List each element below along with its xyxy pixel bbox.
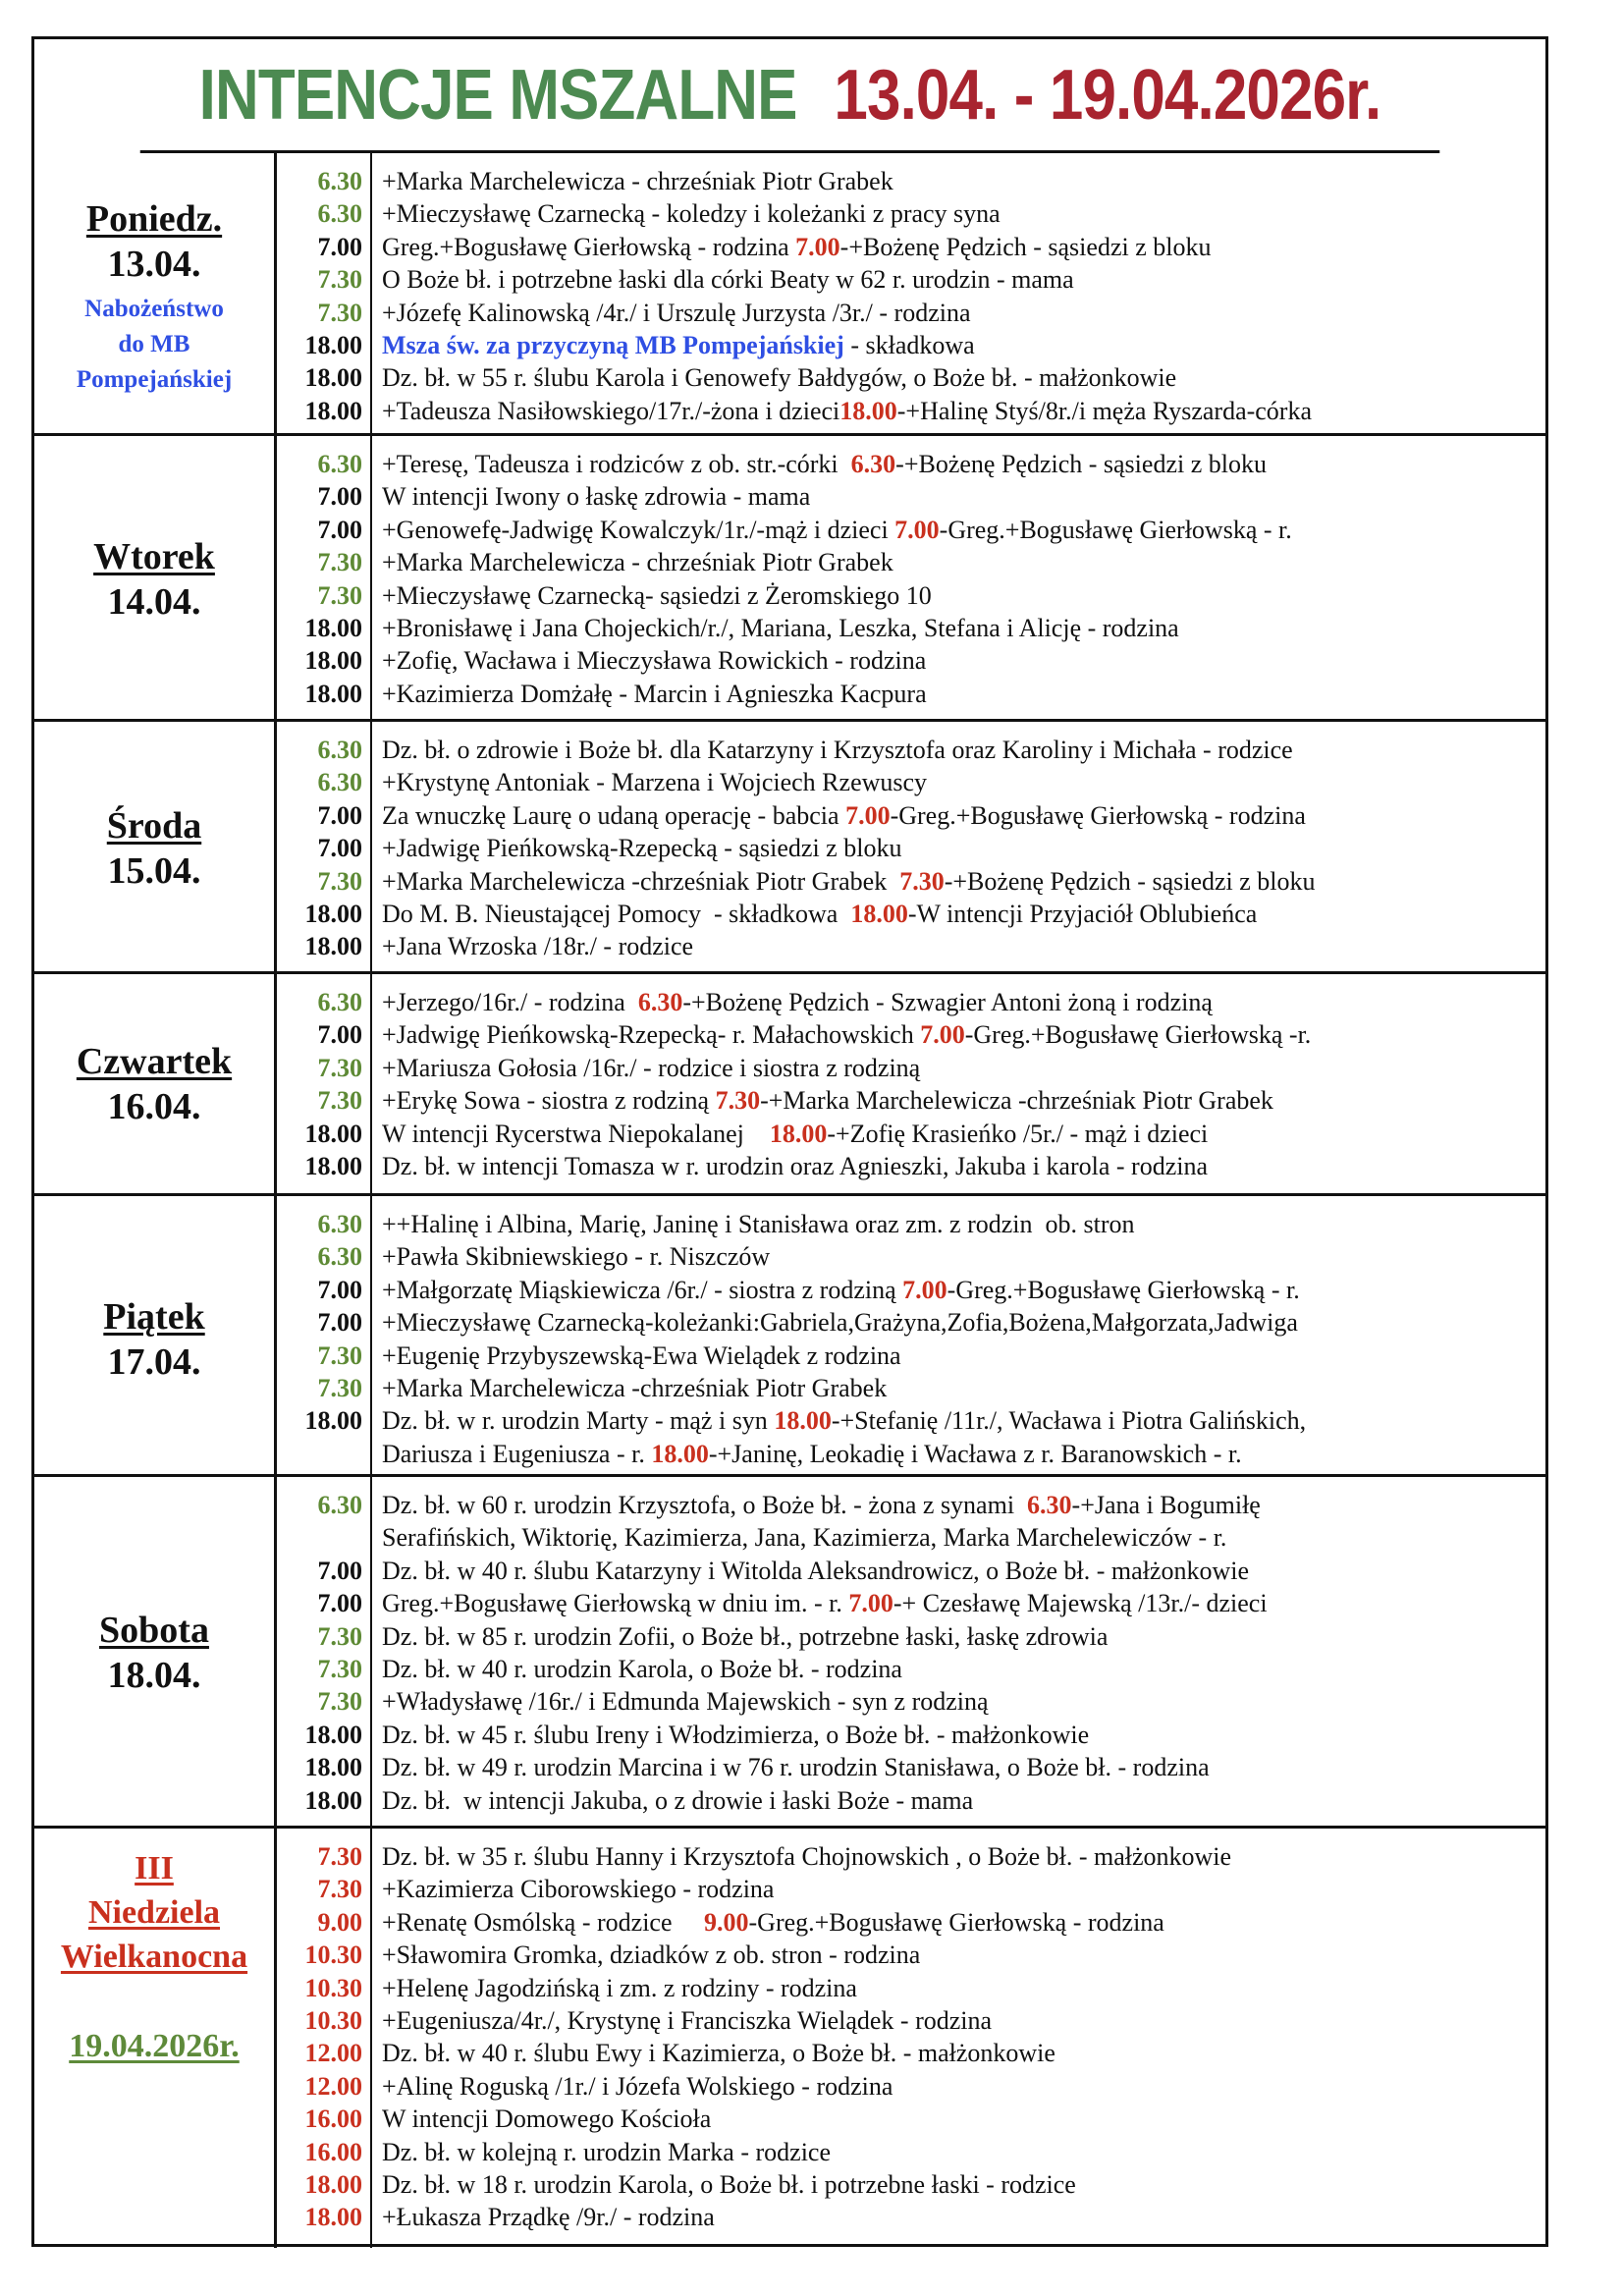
intention-text: Greg.+Bogusławę Gierłowską - rodzina <box>382 232 796 261</box>
day-note: Pompejańskiej <box>76 365 233 393</box>
day-name: Sobota <box>99 1609 209 1651</box>
mass-times-column <box>277 1829 372 2248</box>
mass-times-column <box>277 436 372 724</box>
intention-entry <box>382 612 1545 644</box>
intention-entry <box>382 1685 1545 1718</box>
mass-time: 7.30 <box>317 1086 362 1116</box>
mass-time: 6.30 <box>317 768 362 797</box>
intention-text: -+ Czesławę Majewską /13r./- dzieci <box>893 1589 1268 1618</box>
mass-time <box>277 1521 362 1554</box>
intention-entry <box>382 898 1545 930</box>
intention-entry <box>382 361 1545 394</box>
intention-text: -+Stefanię /11r./, Wacława i Piotra Galińskich, <box>831 1406 1307 1436</box>
intention-text: -Greg.+Bogusławę Gierłowską -r. <box>964 1020 1312 1050</box>
mass-time: 7.00 <box>317 515 362 544</box>
intention-text: +Jadwigę Pieńkowską-Rzepecką - sąsiedzi z bloku <box>382 834 902 863</box>
intention-entry <box>382 546 1545 578</box>
intention-entry <box>382 678 1545 710</box>
intention-text: +Jana Wrzoska /18r./ - rodzice <box>382 932 694 961</box>
day-label <box>34 1829 277 2248</box>
mass-time: 7.30 <box>317 1654 362 1683</box>
intention-entry <box>382 1751 1545 1783</box>
intention-text: Dz. bł. w 45 r. ślubu Ireny i Włodzimierza, o Boże bł. - małżonkowie <box>382 1720 1090 1749</box>
extra-mass-time: 6.30 <box>1027 1491 1072 1519</box>
intention-text: +Mieczysławę Czarnecką-koleżanki:Gabriela,Grażyna,Zofia,Bożena,Małgorzata,Jadwiga <box>382 1308 1298 1338</box>
intention-entry <box>382 1719 1545 1751</box>
mass-time: 7.00 <box>317 232 362 261</box>
intention-text: -+Marka Marchelewicza -chrześniak Piotr Grabek <box>760 1086 1273 1116</box>
intention-text: Dz. bł. o zdrowie i Boże bł. dla Katarzyny i Krzysztofa oraz Karoliny i Michała - rodzice <box>382 736 1293 764</box>
sunday-date: 19.04.2026r. <box>69 2028 240 2064</box>
sunday-title-line: Wielkanocna <box>60 1939 248 1975</box>
intention-entry <box>382 1084 1545 1117</box>
mass-time: 9.00 <box>317 1907 362 1937</box>
intention-text: +Marka Marchelewicza -chrześniak Piotr Grabek <box>382 1373 888 1402</box>
intention-text: Dz. bł. w 49 r. urodzin Marcina i w 76 r. urodzin Stanisława, o Boże bł. - rodzina <box>382 1753 1210 1782</box>
intention-entry <box>382 197 1545 230</box>
intention-text: -Greg.+Bogusławę Gierłowską - r. <box>939 515 1292 544</box>
intention-text: +Mariusza Gołosia /16r./ - rodzice i siostra z rodziną <box>382 1053 921 1082</box>
mass-time: 12.00 <box>304 2039 362 2068</box>
extra-mass-time: 7.00 <box>795 232 840 261</box>
intention-text: W intencji Domowego Kościoła <box>382 2105 712 2134</box>
day-label <box>34 722 277 977</box>
intention-entry <box>382 2201 1545 2233</box>
day-name: Czwartek <box>76 1041 233 1083</box>
intention-text: +Kazimierza Ciborowskiego - rodzina <box>382 1875 775 1904</box>
intention-text: Dz. bł. w 40 r. ślubu Ewy i Kazimierza, o Boże bł. - małżonkowie <box>382 2039 1055 2068</box>
day-name: Piątek <box>103 1295 205 1338</box>
intention-text: +Małgorzatę Miąskiewicza /6r./ - siostra z rodziną <box>382 1275 903 1304</box>
intention-text: Dz. bł. w intencji Jakuba, o z drowie i łaski Boże - mama <box>382 1785 974 1815</box>
intention-entry <box>382 1240 1545 1273</box>
intention-entry <box>382 514 1545 546</box>
intention-entry <box>382 1208 1545 1240</box>
intention-text: +Tadeusza Nasiłowskiego/17r./-żona i dzieci <box>382 396 840 425</box>
intention-entry <box>382 2103 1545 2135</box>
intention-text: +Alinę Roguską /1r./ i Józefa Wolskiego - rodzina <box>382 2071 893 2101</box>
intention-entry <box>382 2168 1545 2201</box>
mass-times-column <box>277 153 372 441</box>
extra-mass-time: 9.00 <box>704 1907 749 1937</box>
intention-entry <box>382 1438 1545 1470</box>
mass-time: 7.30 <box>317 548 362 577</box>
intention-text: Serafińskich, Wiktorię, Kazimierza, Jana, Kazimierza, Marka Marchelewiczów - r. <box>382 1523 1227 1553</box>
intention-text: +Marka Marchelewicza - chrześniak Piotr Grabek <box>382 548 893 577</box>
day-row-wednesday <box>34 722 1545 974</box>
intention-text: Dz. bł. w r. urodzin Marty - mąż i syn <box>382 1406 775 1436</box>
intention-text: +Helenę Jagodzińską i zm. z rodziny - rodzina <box>382 1973 857 2002</box>
day-date: 15.04. <box>107 849 201 892</box>
intention-entry <box>382 644 1545 677</box>
intention-entry <box>382 1150 1545 1182</box>
mass-time: 7.00 <box>317 1020 362 1050</box>
intention-text: +Krystynę Antoniak - Marzena i Wojciech Rzewuscy <box>382 768 928 797</box>
intention-entry <box>382 1620 1545 1653</box>
mass-time: 18.00 <box>304 330 362 359</box>
intention-text: -+Bożenę Pędzich - sąsiedzi z bloku <box>839 232 1212 261</box>
day-row-friday <box>34 1196 1545 1477</box>
intentions-column <box>372 153 1545 441</box>
intention-entry <box>382 395 1545 427</box>
intention-entry <box>382 1274 1545 1306</box>
intentions-column <box>372 436 1545 724</box>
mass-time: 18.00 <box>304 1785 362 1815</box>
mass-time: 6.30 <box>317 450 362 478</box>
mass-time: 18.00 <box>304 1406 362 1436</box>
intention-text: - składkowa <box>843 330 975 359</box>
mass-times-column <box>277 722 372 977</box>
intention-text: -+Bożenę Pędzich - sąsiedzi z bloku <box>895 450 1267 478</box>
mass-time: 18.00 <box>304 679 362 708</box>
day-label <box>34 436 277 724</box>
mass-time: 6.30 <box>317 736 362 764</box>
intentions-column <box>372 1196 1545 1484</box>
extra-mass-time: 18.00 <box>839 396 897 425</box>
mass-time: 7.00 <box>317 1556 362 1585</box>
day-row-saturday <box>34 1477 1545 1829</box>
intention-entry <box>382 1052 1545 1084</box>
intention-entry <box>382 986 1545 1018</box>
page-title <box>140 39 1440 153</box>
mass-time: 6.30 <box>317 1491 362 1519</box>
mass-time: 7.30 <box>317 265 362 295</box>
mass-time: 18.00 <box>304 899 362 928</box>
intention-entry <box>382 480 1545 513</box>
intention-entry <box>382 1873 1545 1905</box>
intention-entry <box>382 1521 1545 1554</box>
intention-text: -+Bożenę Pędzich - Szwagier Antoni żoną i rodziną <box>682 988 1213 1016</box>
mass-time: 18.00 <box>304 2169 362 2199</box>
intention-entry <box>382 329 1545 361</box>
day-date: 17.04. <box>107 1340 201 1383</box>
mass-time: 7.30 <box>317 1621 362 1651</box>
intention-entry <box>382 579 1545 612</box>
intention-text: +Renatę Osmólską - rodzice <box>382 1907 705 1937</box>
extra-mass-time: 6.30 <box>850 450 896 478</box>
mass-time: 7.00 <box>317 834 362 863</box>
sunday-title-line: III <box>135 1850 174 1886</box>
intention-text: +Teresę, Tadeusza i rodziców z ob. str.-córki <box>382 450 851 478</box>
mass-time: 7.00 <box>317 482 362 512</box>
extra-mass-time: 7.00 <box>920 1020 965 1050</box>
intention-entry <box>382 263 1545 296</box>
intention-text: +Genowefę-Jadwigę Kowalczyk/1r./-mąż i dzieci <box>382 515 895 544</box>
mass-time: 7.30 <box>317 1373 362 1402</box>
extra-mass-time: 18.00 <box>774 1406 832 1436</box>
day-name: Wtorek <box>93 535 215 577</box>
intention-text: +Mieczysławę Czarnecką- sąsiedzi z Żeromskiego 10 <box>382 580 932 610</box>
mass-time: 7.00 <box>317 1308 362 1338</box>
intentions-column <box>372 1829 1545 2248</box>
intention-entry <box>382 1489 1545 1521</box>
extra-mass-time: 7.00 <box>845 800 891 830</box>
intention-text: Dz. bł. w 40 r. urodzin Karola, o Boże bł. - rodzina <box>382 1654 902 1683</box>
intention-entry <box>382 865 1545 898</box>
title-date-range: 13.04. - 19.04.2026r. <box>834 55 1381 135</box>
intention-text: -+Jana i Bogumiłę <box>1071 1491 1261 1519</box>
intention-text: +Sławomira Gromka, dziadków z ob. stron - rodzina <box>382 1941 921 1970</box>
intention-entry <box>382 1018 1545 1051</box>
intention-text: -+Zofię Krasieńko /5r./ - mąż i dzieci <box>827 1119 1209 1148</box>
intention-text: W intencji Iwony o łaskę zdrowia - mama <box>382 482 811 512</box>
extra-mass-time: 7.30 <box>899 866 945 896</box>
mass-time: 16.00 <box>304 2105 362 2134</box>
intention-text: -Greg.+Bogusławę Gierłowską - rodzina <box>890 800 1306 830</box>
intention-text: ++Halinę i Albina, Marię, Janinę i Stanisława oraz zm. z rodzin ob. stron <box>382 1210 1135 1238</box>
intention-entry <box>382 1555 1545 1587</box>
intention-text: Dz. bł. w 85 r. urodzin Zofii, o Boże bł., potrzebne łaski, łaskę zdrowia <box>382 1621 1109 1651</box>
intention-text: -+Bożenę Pędzich - sąsiedzi z bloku <box>944 866 1316 896</box>
mass-time <box>277 1438 362 1470</box>
intention-text: Dz. bł. w 55 r. ślubu Karola i Genowefy Bałdygów, o Boże bł. - małżonkowie <box>382 363 1177 393</box>
intention-entry <box>382 448 1545 480</box>
mass-time: 12.00 <box>304 2071 362 2101</box>
intention-text: -Greg.+Bogusławę Gierłowską - r. <box>947 1275 1300 1304</box>
mass-time: 7.30 <box>317 866 362 896</box>
intention-entry <box>382 2070 1545 2103</box>
intention-text: Dariusza i Eugeniusza - r. <box>382 1439 652 1468</box>
mass-time: 6.30 <box>317 1210 362 1238</box>
days-table <box>34 153 1545 2244</box>
intention-text: +Jerzego/16r./ - rodzina <box>382 988 638 1016</box>
intention-text: -+Halinę Styś/8r./i męża Ryszarda-córka <box>896 396 1313 425</box>
mass-times-column <box>277 974 372 1196</box>
day-row-thursday <box>34 974 1545 1196</box>
mass-time: 18.00 <box>304 1720 362 1749</box>
intention-text: -Greg.+Bogusławę Gierłowską - rodzina <box>748 1907 1164 1937</box>
mass-time: 18.00 <box>304 396 362 425</box>
mass-time: 10.30 <box>304 2005 362 2035</box>
day-note: do MB <box>118 330 190 357</box>
intention-text: +Łukasza Prządkę /9r./ - rodzina <box>382 2203 715 2232</box>
mass-time: 7.30 <box>317 1340 362 1370</box>
intention-text: +Pawła Skibniewskiego - r. Niszczów <box>382 1242 771 1272</box>
intention-entry <box>382 1840 1545 1873</box>
day-date: 18.04. <box>107 1654 201 1696</box>
day-label <box>34 974 277 1196</box>
day-date: 16.04. <box>107 1086 201 1128</box>
intention-text: Dz. bł. w kolejną r. urodzin Marka - rodzice <box>382 2137 832 2166</box>
mass-time: 7.00 <box>317 800 362 830</box>
mass-time: 6.30 <box>317 199 362 229</box>
intention-text: Dz. bł. w intencji Tomasza w r. urodzin oraz Agnieszki, Jakuba i karola - rodzina <box>382 1151 1209 1180</box>
intention-entry <box>382 1118 1545 1150</box>
mass-time: 7.00 <box>317 1589 362 1618</box>
sunday-title-line: Niedziela <box>87 1894 221 1931</box>
mass-times-column <box>277 1477 372 1831</box>
intentions-column <box>372 974 1545 1196</box>
intention-entry <box>382 2037 1545 2069</box>
intention-entry <box>382 2136 1545 2168</box>
extra-mass-time: 7.30 <box>715 1086 761 1116</box>
intentions-column <box>372 1477 1545 1831</box>
intention-text: Greg.+Bogusławę Gierłowską w dniu im. - r. <box>382 1589 849 1618</box>
mass-time: 18.00 <box>304 613 362 642</box>
mass-time: 18.00 <box>304 646 362 676</box>
intentions-column <box>372 722 1545 977</box>
extra-mass-time: 18.00 <box>769 1119 828 1148</box>
intention-entry <box>382 1939 1545 1971</box>
mass-time: 6.30 <box>317 167 362 195</box>
mass-time: 7.00 <box>317 1275 362 1304</box>
intention-text: Dz. bł. w 18 r. urodzin Karola, o Boże bł. i potrzebne łaski - rodzice <box>382 2169 1076 2199</box>
mass-time: 6.30 <box>317 988 362 1016</box>
intention-text: -+Janinę, Leokadię i Wacława z r. Baranowskich - r. <box>708 1439 1242 1468</box>
intention-entry <box>382 832 1545 864</box>
day-row-tuesday <box>34 436 1545 722</box>
intention-entry <box>382 1339 1545 1372</box>
intention-entry <box>382 1653 1545 1685</box>
intention-text: +Zofię, Wacława i Mieczysława Rowickich - rodzina <box>382 646 927 676</box>
intention-text: Do M. B. Nieustającej Pomocy - składkowa <box>382 899 851 928</box>
mass-time: 18.00 <box>304 932 362 961</box>
day-name: Poniedz. <box>85 197 223 240</box>
mass-times-column <box>277 1196 372 1484</box>
day-date: 13.04. <box>107 243 201 285</box>
intention-entry <box>382 165 1545 197</box>
intention-text: +Marka Marchelewicza -chrześniak Piotr Grabek <box>382 866 900 896</box>
intention-text: +Jadwigę Pieńkowską-Rzepecką- r. Małachowskich <box>382 1020 921 1050</box>
intention-entry <box>382 1972 1545 2004</box>
intention-text: W intencji Rycerstwa Niepokalanej <box>382 1119 770 1148</box>
intention-entry <box>382 1372 1545 1404</box>
intention-text: +Marka Marchelewicza - chrześniak Piotr Grabek <box>382 167 893 195</box>
mass-time: 18.00 <box>304 1753 362 1782</box>
extra-mass-time: 7.00 <box>902 1275 947 1304</box>
mass-time: 16.00 <box>304 2137 362 2166</box>
intention-entry <box>382 1784 1545 1817</box>
mass-time: 18.00 <box>304 1119 362 1148</box>
mass-time: 18.00 <box>304 363 362 393</box>
mass-time: 10.30 <box>304 1941 362 1970</box>
intention-entry <box>382 1587 1545 1619</box>
special-mass-text: Msza św. za przyczyną MB Pompejańskiej <box>382 330 844 359</box>
mass-time: 7.30 <box>317 1053 362 1082</box>
mass-time: 7.30 <box>317 298 362 327</box>
intention-text: +Władysławę /16r./ i Edmunda Majewskich - syn z rodziną <box>382 1687 989 1717</box>
intention-text: Za wnuczkę Laurę o udaną operację - babcia <box>382 800 846 830</box>
day-name: Środa <box>106 804 202 847</box>
extra-mass-time: 18.00 <box>651 1439 709 1468</box>
mass-time: 6.30 <box>317 1242 362 1272</box>
mass-time: 7.30 <box>317 1875 362 1904</box>
intention-entry <box>382 930 1545 962</box>
day-label <box>34 1477 277 1831</box>
mass-time: 7.30 <box>317 1687 362 1717</box>
mass-time: 7.30 <box>317 580 362 610</box>
intention-text: +Józefę Kalinowską /4r./ i Urszulę Jurzysta /3r./ - rodzina <box>382 298 971 327</box>
extra-mass-time: 6.30 <box>637 988 683 1016</box>
mass-intentions-sheet <box>31 36 1548 2247</box>
extra-mass-time: 18.00 <box>850 899 908 928</box>
intention-entry <box>382 734 1545 766</box>
day-date: 14.04. <box>107 580 201 623</box>
intention-text: -W intencji Przyjaciół Oblubieńca <box>907 899 1258 928</box>
intention-entry <box>382 231 1545 263</box>
intention-entry <box>382 1306 1545 1339</box>
intention-text: O Boże bł. i potrzebne łaski dla córki Beaty w 62 r. urodzin - mama <box>382 265 1074 295</box>
intention-entry <box>382 1906 1545 1939</box>
intention-text: +Kazimierza Domżałę - Marcin i Agnieszka Kacpura <box>382 679 927 708</box>
mass-time: 18.00 <box>304 2203 362 2232</box>
intention-entry <box>382 297 1545 329</box>
day-note: Nabożeństwo <box>84 295 224 322</box>
intention-entry <box>382 799 1545 832</box>
day-label <box>34 1196 277 1484</box>
intention-text: +Bronisławę i Jana Chojeckich/r./, Mariana, Leszka, Stefana i Alicję - rodzina <box>382 613 1179 642</box>
intention-text: Dz. bł. w 40 r. ślubu Katarzyny i Witolda Aleksandrowicz, o Boże bł. - małżonkowie <box>382 1556 1249 1585</box>
intention-text: Dz. bł. w 60 r. urodzin Krzysztofa, o Boże bł. - żona z synami <box>382 1491 1028 1519</box>
intention-entry <box>382 1404 1545 1437</box>
title-main: INTENCJE MSZALNE <box>198 55 797 135</box>
intention-entry <box>382 2004 1545 2037</box>
mass-time: 18.00 <box>304 1151 362 1180</box>
day-label <box>34 153 277 441</box>
intention-text: +Eugenię Przybyszewską-Ewa Wielądek z rodzina <box>382 1340 901 1370</box>
day-row-sunday <box>34 1829 1545 2244</box>
extra-mass-time: 7.00 <box>894 515 940 544</box>
mass-time: 7.30 <box>317 1842 362 1871</box>
extra-mass-time: 7.00 <box>848 1589 893 1618</box>
intention-text: +Erykę Sowa - siostra z rodziną <box>382 1086 716 1116</box>
intention-text: +Eugeniusza/4r./, Krystynę i Franciszka Wielądek - rodzina <box>382 2005 993 2035</box>
intention-entry <box>382 766 1545 798</box>
day-row-monday <box>34 153 1545 436</box>
intention-text: +Mieczysławę Czarnecką - koledzy i koleżanki z pracy syna <box>382 199 1001 229</box>
intention-text: Dz. bł. w 35 r. ślubu Hanny i Krzysztofa Chojnowskich , o Boże bł. - małżonkowie <box>382 1842 1232 1871</box>
mass-time: 10.30 <box>304 1973 362 2002</box>
